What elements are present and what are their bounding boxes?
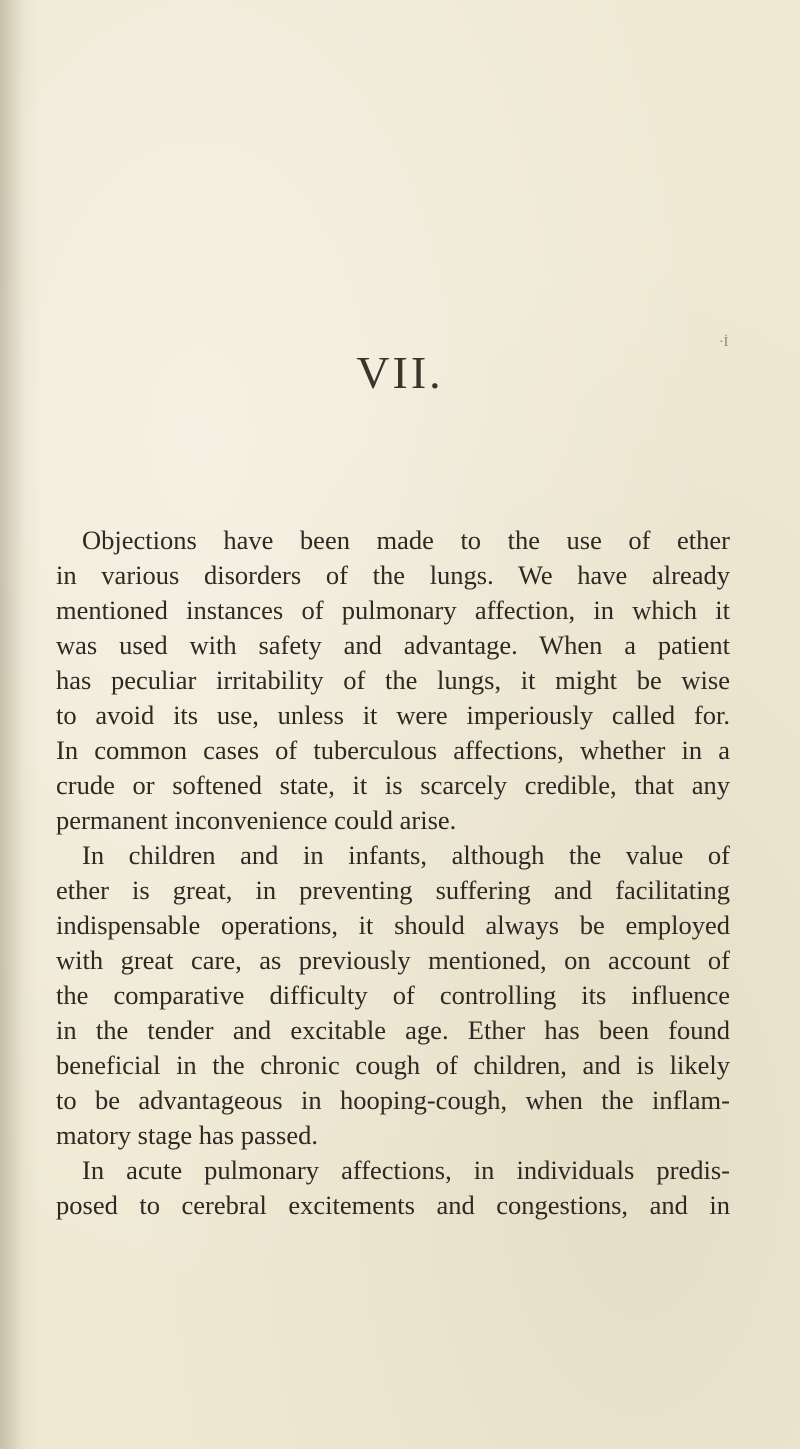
text-line: In common cases of tuberculous affections, whether in a (56, 735, 730, 765)
text-line: was used with safety and advantage. When a patient (56, 630, 730, 660)
corner-mark: ·İ (719, 335, 729, 350)
text-line: permanent inconvenience could arise. (56, 805, 457, 835)
text-line: crude or softened state, it is scarcely credible, that any (56, 770, 730, 800)
text-line: In children and in infants, although the value of (82, 840, 730, 870)
text-line: with great care, as previously mentioned, on account of (56, 945, 730, 975)
text-line: matory stage has passed. (56, 1120, 318, 1150)
text-line: beneficial in the chronic cough of children, and is likely (56, 1050, 730, 1080)
text-line: ether is great, in preventing suffering and facilitating (56, 875, 730, 905)
body-text (56, 523, 730, 1223)
text-line: to be advantageous in hooping-cough, when the inflam- (56, 1085, 730, 1115)
text-line: to avoid its use, unless it were imperiously called for. (56, 700, 730, 730)
text-line: has peculiar irritability of the lungs, it might be wise (56, 665, 730, 695)
text-line: posed to cerebral excitements and congestions, and in (56, 1190, 730, 1220)
text-line: the comparative difficulty of controlling its influence (56, 980, 730, 1010)
text-line: Objections have been made to the use of ether (82, 525, 730, 555)
text-line: in various disorders of the lungs. We have already (56, 560, 730, 590)
section-heading: VII. (356, 347, 444, 398)
text-line: mentioned instances of pulmonary affection, in which it (56, 595, 730, 625)
text-line: in the tender and excitable age. Ether has been found (56, 1015, 730, 1045)
binding-shadow (0, 0, 40, 1449)
text-line: indispensable operations, it should always be employed (56, 910, 730, 940)
text-line: In acute pulmonary affections, in individuals predis- (82, 1155, 730, 1185)
